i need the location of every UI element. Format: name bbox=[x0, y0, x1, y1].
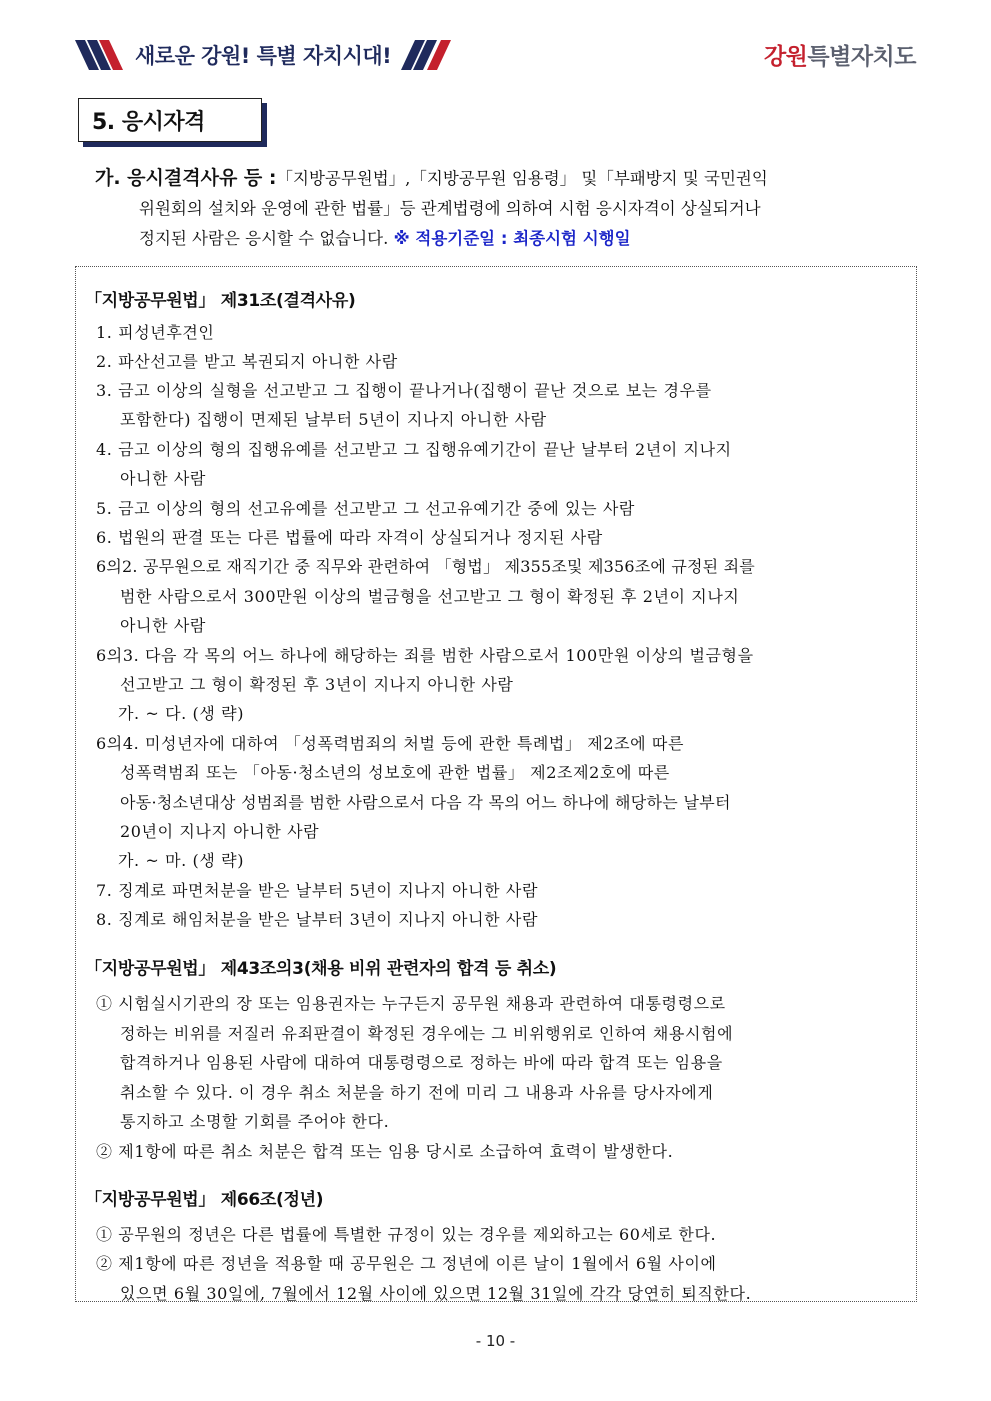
law31-item-cont: 포함한다) 집행이 면제된 날부터 5년이 지나지 아니한 사람 bbox=[120, 410, 547, 429]
law66-title: 「지방공무원법」 제66조(정년) bbox=[85, 1190, 324, 1210]
law31-item-cont: 아니한 사람 bbox=[120, 469, 206, 488]
intro-heading: 가. 응시결격사유 등 : bbox=[95, 167, 277, 189]
reference-date-note: ※ 적용기준일 : 최종시험 시행일 bbox=[393, 229, 631, 248]
law31-item: 6의4. 미성년자에 대하여 「성폭력범죄의 처벌 등에 관한 특례법」 제2조에 따른 bbox=[96, 734, 685, 753]
law31-item: 7. 징계로 파면처분을 받은 날부터 5년이 지나지 아니한 사람 bbox=[96, 881, 539, 900]
law43-item-cont: 정하는 비위를 저질러 유죄판결이 확정된 경우에는 그 비위행위로 인하여 채용시험에 bbox=[120, 1024, 734, 1043]
law31-item: 1. 피성년후견인 bbox=[96, 323, 215, 342]
law31-item-cont: 범한 사람으로서 300만원 이상의 벌금형을 선고받고 그 형이 확정된 후 2년이 지나지 bbox=[120, 587, 740, 606]
law31-subitem: 가. ~ 마. (생 략) bbox=[118, 851, 245, 870]
org-logo bbox=[764, 38, 916, 71]
law43-title: 「지방공무원법」 제43조의3(채용 비위 관련자의 합격 등 취소) bbox=[85, 959, 557, 979]
law66-item-cont: 있으면 6월 30일에, 7월에서 12월 사이에 있으면 12월 31일에 각각 당연히 퇴직한다. bbox=[120, 1284, 752, 1303]
intro-line-3: 정지된 사람은 응시할 수 없습니다. bbox=[139, 229, 389, 248]
intro-paragraph bbox=[95, 163, 917, 254]
law43-item-cont: 합격하거나 임용된 사람에 대하여 대통령령으로 정하는 바에 따라 합격 또는 임용을 bbox=[120, 1053, 723, 1072]
page-number: - 10 - bbox=[475, 1332, 516, 1350]
law31-item-cont: 20년이 지나지 아니한 사람 bbox=[120, 822, 320, 841]
law43-item-cont: 취소할 수 있다. 이 경우 취소 처분을 하기 전에 미리 그 내용과 사유를 당사자에게 bbox=[120, 1083, 714, 1102]
law31-item-cont: 아동·청소년대상 성범죄를 범한 사람으로서 다음 각 목의 어느 하나에 해당하는 날부터 bbox=[120, 793, 731, 812]
law31-item: 6. 법원의 판결 또는 다른 법률에 따라 자격이 상실되거나 정지된 사람 bbox=[96, 528, 603, 547]
law43-item: ② 제1항에 따른 취소 처분은 합격 또는 임용 당시로 소급하여 효력이 발생한다. bbox=[96, 1142, 674, 1161]
law31-item-cont: 아니한 사람 bbox=[120, 616, 206, 635]
law31-item: 3. 금고 이상의 실형을 선고받고 그 집행이 끝나거나(집행이 끝난 것으로 보는 경우를 bbox=[96, 381, 712, 400]
law66-item: ① 공무원의 정년은 다른 법률에 특별한 규정이 있는 경우를 제외하고는 60세로 한다. bbox=[96, 1225, 717, 1244]
law31-item: 6의3. 다음 각 목의 어느 하나에 해당하는 죄를 범한 사람으로서 100만원 이상의 벌금형을 bbox=[96, 646, 754, 665]
slogan-text: 새로운 강원! 특별 자치시대! bbox=[135, 44, 392, 68]
slogan-banner bbox=[75, 38, 451, 72]
law31-item: 4. 금고 이상의 형의 집행유예를 선고받고 그 집행유예기간이 끝난 날부터 2년이 지나지 bbox=[96, 440, 732, 459]
law66-item: ② 제1항에 따른 정년을 적용할 때 공무원은 그 정년에 이른 날이 1월에서 6월 사이에 bbox=[96, 1254, 717, 1273]
law43-item: ① 시험실시기관의 장 또는 임용권자는 누구든지 공무원 채용과 관련하여 대통령령으로 bbox=[96, 994, 726, 1013]
law31-title: 「지방공무원법」 제31조(결격사유) bbox=[85, 291, 356, 311]
law31-item: 8. 징계로 해임처분을 받은 날부터 3년이 지나지 아니한 사람 bbox=[96, 910, 539, 929]
intro-line-2: 위원회의 설치와 운영에 관한 법률」등 관계법령에 의하여 시험 응시자격이 상실되거나 bbox=[139, 199, 761, 218]
org-logo-suffix: 특별자치도 bbox=[807, 44, 916, 70]
chevron-right-icon bbox=[401, 40, 451, 70]
law43-item-cont: 통지하고 소명할 기회를 주어야 한다. bbox=[120, 1112, 390, 1131]
chevron-left-icon bbox=[75, 40, 125, 70]
law31-item-cont: 성폭력범죄 또는 「아동·청소년의 성보호에 관한 법률」 제2조제2호에 따른 bbox=[120, 763, 670, 782]
law31-item: 6의2. 공무원으로 재직기간 중 직무와 관련하여 「형법」 제355조및 제356조에 규정된 죄를 bbox=[96, 557, 755, 576]
org-logo-prefix: 강원 bbox=[763, 44, 808, 70]
law31-item: 2. 파산선고를 받고 복권되지 아니한 사람 bbox=[96, 352, 398, 371]
law31-subitem: 가. ~ 다. (생 략) bbox=[118, 704, 245, 723]
law31-item-cont: 선고받고 그 형이 확정된 후 3년이 지나지 아니한 사람 bbox=[120, 675, 514, 694]
page-header bbox=[0, 0, 991, 80]
section-title: 5. 응시자격 bbox=[78, 98, 262, 142]
intro-line-1: 「지방공무원법」,「지방공무원 임용령」 및「부패방지 및 국민권익 bbox=[276, 169, 768, 188]
law31-item: 5. 금고 이상의 형의 선고유예를 선고받고 그 선고유예기간 중에 있는 사람 bbox=[96, 499, 635, 518]
